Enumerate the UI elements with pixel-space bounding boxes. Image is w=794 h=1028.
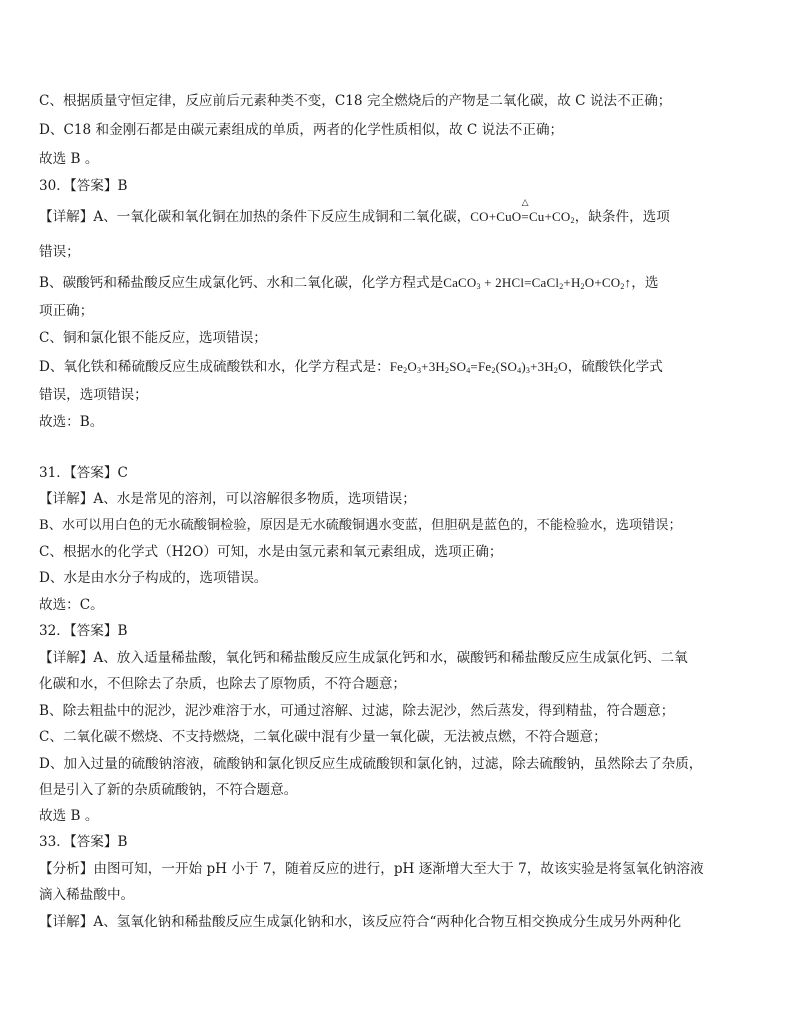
q30-option-d-cont: 错误，选项错误； [39, 387, 148, 403]
q30-choice: 故选：B。 [39, 414, 104, 430]
heating-condition-icon: △ [521, 197, 529, 207]
top-choice: 故选 B 。 [39, 151, 99, 167]
q31-option-d: D、水是由水分子构成的，选项错误。 [39, 570, 268, 586]
q30-option-a [39, 197, 769, 227]
q30-b-tail: ，选 [631, 275, 659, 291]
q30-option-c: C、铜和氯化银不能反应，选项错误； [39, 330, 267, 346]
q32-heading: 32．【答案】B [39, 623, 128, 639]
q30-option-d [39, 357, 769, 377]
q33-analysis: 【分析】由图可知，一开始 pH 小于 7，随着反应的进行，pH 逐渐增大至大于 7，故该实验是将氢氧化钠溶液 [39, 861, 704, 877]
q32-option-a-cont: 化碳和水，不但除去了杂质，也除去了原物质，不符合题意； [39, 676, 407, 692]
eq-sub: 2 [570, 216, 575, 225]
q30-d-equation: $Fe_2O_3+3H_2SO_4=Fe_2(SO_4)_3+3H_2O$ [389, 359, 568, 375]
q31-heading: 31．【答案】C [39, 465, 128, 481]
q30-a-equation: CO+CuO= △ $Cu+CO_2$ [470, 197, 575, 225]
q30-option-b-cont: 项正确； [39, 303, 94, 319]
q30-b-equation: CaCO$_3$ + $2HCl=CaCl_2+H_2O+CO_2↑$ [443, 275, 632, 291]
top-option-d: D、C18 和金刚石都是由碳元素组成的单质，两者的化学性质相似，故 C 说法不正确； [39, 122, 564, 138]
q32-option-d-cont: 但是引入了新的杂质硫酸钠，不符合题意。 [39, 782, 298, 798]
q30-a-text: 【详解】A、一氧化碳和氧化铜在加热的条件下反应生成铜和二氧化碳， [39, 209, 471, 225]
q31-option-a: 【详解】A、水是常见的溶剂，可以溶解很多物质，选项错误； [39, 491, 416, 507]
eq-rhs: Cu+CO [528, 209, 571, 224]
q32-option-a: 【详解】A、放入适量稀盐酸，氧化钙和稀盐酸反应生成氯化钙和水，碳酸钙和稀盐酸反应生成氯化钙、二氧 [39, 650, 688, 666]
q30-heading: 30．【答案】B [39, 178, 128, 194]
q30-option-a-cont: 错误； [39, 244, 80, 260]
q32-choice: 故选 B 。 [39, 808, 99, 824]
q31-option-b: B、水可以用白色的无水硫酸铜检验，原因是无水硫酸铜遇水变蓝，但胆矾是蓝色的，不能检验水，选项错误； [39, 518, 682, 533]
q30-d-tail: ，硫酸铁化学式 [567, 359, 663, 375]
q33-analysis-cont: 滴入稀盐酸中。 [39, 887, 135, 903]
q33-option-a: 【详解】A、氢氧化钠和稀盐酸反应生成氯化钠和水，该反应符合“两种化合物互相交换成分生成另外两种化 [39, 914, 682, 930]
q32-option-b: B、除去粗盐中的泥沙，泥沙难溶于水，可通过溶解、过滤，除去泥沙，然后蒸发，得到精盐，符合题意； [39, 703, 675, 719]
q32-option-c: C、二氧化碳不燃烧、不支持燃烧，二氧化碳中混有少量一氧化碳，无法被点燃，不符合题意； [39, 729, 607, 745]
q30-b-text: B、碳酸钙和稀盐酸反应生成氯化钙、水和二氧化碳，化学方程式是 [39, 275, 444, 291]
top-option-c: C、根据质量守恒定律，反应前后元素种类不变，C18 完全燃烧后的产物是二氧化碳，故 C 说法不正确； [39, 93, 672, 109]
q31-option-c: C、根据水的化学式（H2O）可知，水是由氢元素和氧元素组成，选项正确； [39, 544, 503, 560]
q31-choice: 故选：C。 [39, 597, 104, 613]
q30-d-text: D、氧化铁和稀硫酸反应生成硫酸铁和水，化学方程式是： [39, 359, 390, 375]
q30-a-tail: ，缺条件，选项 [574, 209, 670, 225]
q33-heading: 33．【答案】B [39, 834, 128, 850]
q30-option-b [39, 273, 769, 293]
q32-option-d: D、加入过量的硫酸钠溶液，硫酸钠和氯化钡反应生成硫酸钡和氯化钠，过滤，除去硫酸钠，虽然除去了杂质， [39, 756, 703, 772]
eq-lhs: CO+CuO [470, 209, 522, 224]
